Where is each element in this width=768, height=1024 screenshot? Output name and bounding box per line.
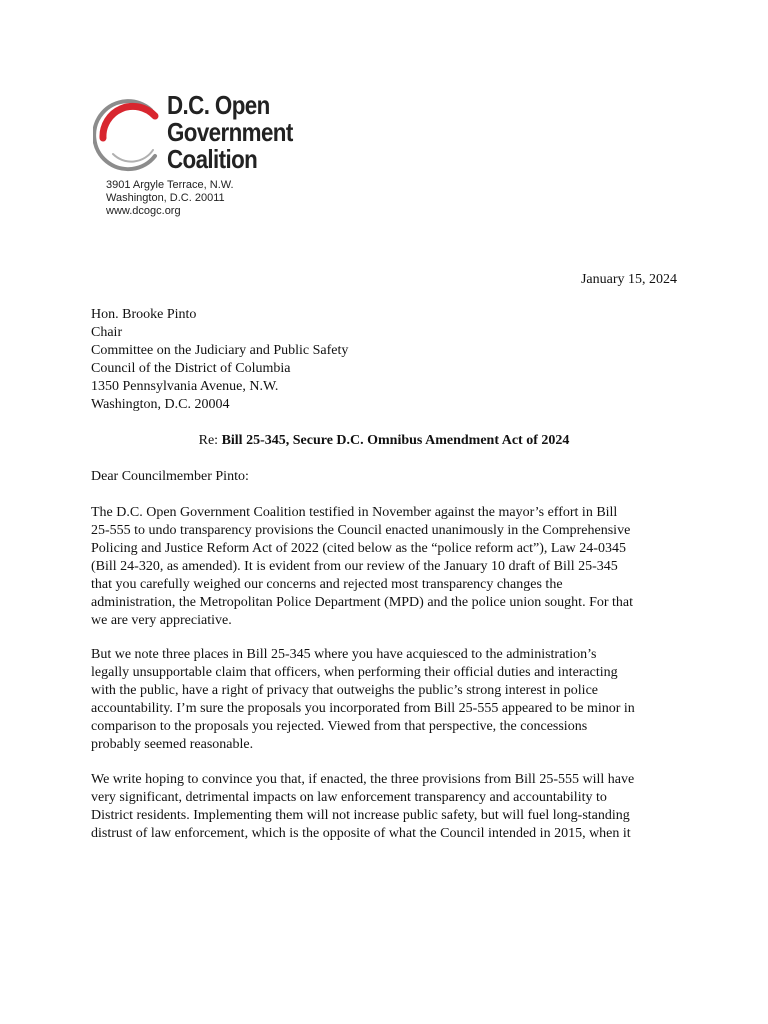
org-name xyxy=(167,92,293,173)
paragraph-line: We write hoping to convince you that, if enacted, the three provisions from Bill 25-555 will have xyxy=(91,772,635,787)
subject-title: Bill 25-345, Secure D.C. Omnibus Amendment Act of 2024 xyxy=(221,433,570,448)
salutation: Dear Councilmember Pinto: xyxy=(91,469,249,484)
paragraph-line: The D.C. Open Government Coalition testified in November against the mayor’s effort in Bill xyxy=(91,505,618,520)
address-street: 3901 Argyle Terrace, N.W. xyxy=(106,179,234,191)
paragraph-line: District residents. Implementing them will not increase public safety, but will fuel long-standing xyxy=(91,808,630,823)
paragraph-line: administration, the Metropolitan Police Department (MPD) and the police union sought. For that xyxy=(91,595,634,610)
paragraph-line: 25-555 to undo transparency provisions the Council enacted unanimously in the Comprehensive xyxy=(91,523,631,538)
paragraph-line: But we note three places in Bill 25-345 where you have acquiesced to the administration’s xyxy=(91,647,597,662)
paragraph-line: probably seemed reasonable. xyxy=(91,737,254,752)
recipient-city: Washington, D.C. 20004 xyxy=(91,397,230,412)
org-name-line-2: Government xyxy=(167,117,293,147)
paragraph-line: legally unsupportable claim that officers, when performing their official duties and interacting xyxy=(91,665,618,680)
address-city: Washington, D.C. 20011 xyxy=(106,192,225,204)
recipient-block xyxy=(91,306,348,414)
recipient-council: Council of the District of Columbia xyxy=(91,361,291,376)
recipient-name: Hon. Brooke Pinto xyxy=(91,307,197,322)
letter-date: January 15, 2024 xyxy=(580,272,677,287)
address-website: www.dcogc.org xyxy=(106,205,181,217)
recipient-committee: Committee on the Judiciary and Public Safety xyxy=(91,343,349,358)
recipient-title: Chair xyxy=(91,325,123,340)
paragraph-line: Policing and Justice Reform Act of 2022 (cited below as the “police reform act”), Law 24-0345 xyxy=(91,541,626,556)
logo-red-arc xyxy=(103,106,155,138)
paragraph-line: comparison to the proposals you rejected. Viewed from that perspective, the concessions xyxy=(91,719,588,734)
paragraph-line: that you carefully weighed our concerns and rejected most transparency changes the xyxy=(91,577,563,592)
subject-line xyxy=(0,432,768,450)
org-address xyxy=(106,179,234,218)
body-paragraph-2 xyxy=(91,646,691,754)
letterhead-logo xyxy=(93,92,313,182)
org-name-line-1: D.C. Open xyxy=(167,90,270,120)
logo-inner-arc xyxy=(113,150,153,162)
paragraph-line: we are very appreciative. xyxy=(91,613,232,628)
paragraph-line: (Bill 24-320, as amended). It is evident from our review of the January 10 draft of Bill 25-345 xyxy=(91,559,618,574)
recipient-street: 1350 Pennsylvania Avenue, N.W. xyxy=(91,379,279,394)
body-paragraph-1 xyxy=(91,504,691,630)
paragraph-line: accountability. I’m sure the proposals you incorporated from Bill 25-555 appeared to be minor in xyxy=(91,701,635,716)
subject-prefix: Re: xyxy=(198,433,219,448)
body-paragraph-3 xyxy=(91,771,691,843)
org-name-line-3: Coalition xyxy=(167,144,258,174)
paragraph-line: distrust of law enforcement, which is the opposite of what the Council intended in 2015, when it xyxy=(91,826,631,841)
paragraph-line: with the public, have a right of privacy that outweighs the public’s strong interest in police xyxy=(91,683,598,698)
paragraph-line: very significant, detrimental impacts on law enforcement transparency and accountability to xyxy=(91,790,607,805)
coalition-circle-logo-icon xyxy=(93,94,169,174)
